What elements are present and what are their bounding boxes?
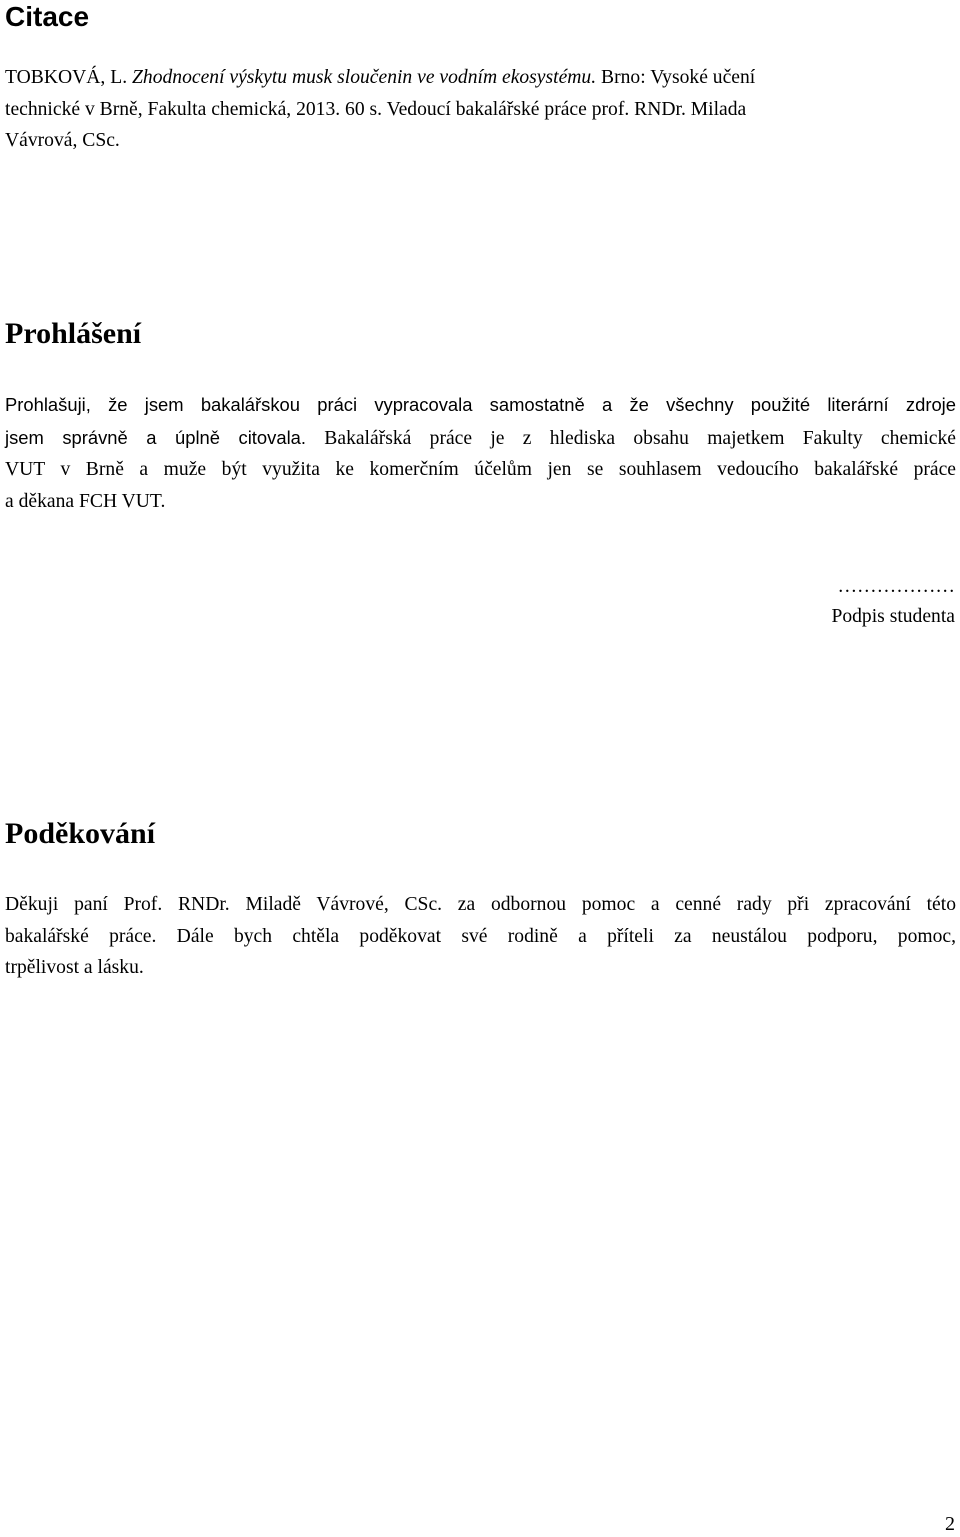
acknowledgement-line-2: bakalářské práce. Dále bych chtěla poděkovat své rodině a příteli za neustálou podporu, pomoc, — [5, 925, 956, 947]
podekovani-heading: Poděkování — [5, 817, 156, 850]
citation-paragraph — [5, 62, 956, 157]
declaration-line-3: VUT v Brně a muže být využita ke komerčním účelům jen se souhlasem vedoucího bakalářské práce — [5, 459, 956, 480]
citation-line-2: technické v Brně, Fakulta chemická, 2013. 60 s. Vedoucí bakalářské práce prof. RNDr. Milada — [5, 98, 747, 120]
page-number: 2 — [945, 1513, 955, 1535]
citation-publisher: Brno: Vysoké učení — [596, 67, 756, 88]
citation-author: TOBKOVÁ, L. — [5, 67, 132, 88]
acknowledgement-paragraph — [5, 889, 956, 984]
declaration-line-2: jsem správně a úplně citovala. Bakalářská práce je z hlediska obsahu majetkem Fakulty chemické — [5, 426, 956, 449]
signature-label: Podpis studenta — [831, 606, 955, 627]
citace-heading: Citace — [5, 1, 90, 32]
citation-line-1 — [5, 62, 956, 94]
signature-dots: ……………… — [837, 576, 955, 597]
signature-block — [831, 572, 955, 632]
declaration-line-4: a děkana FCH VUT. — [5, 490, 166, 512]
acknowledgement-line-1: Děkuji paní Prof. RNDr. Miladě Vávrové, CSc. za odbornou pomoc a cenné rady při zpracování této — [5, 894, 956, 915]
declaration-paragraph — [5, 389, 956, 517]
acknowledgement-line-3: trpělivost a lásku. — [5, 957, 144, 978]
declaration-line-1: Prohlašuji, že jsem bakalářskou práci vypracovala samostatně a že všechny použité literární zdroje — [5, 394, 956, 415]
prohlaseni-heading: Prohlášení — [5, 317, 142, 350]
citation-title: Zhodnocení výskytu musk sloučenin ve vodním ekosystému. — [132, 67, 597, 88]
citation-line-3: Vávrová, CSc. — [5, 130, 120, 151]
